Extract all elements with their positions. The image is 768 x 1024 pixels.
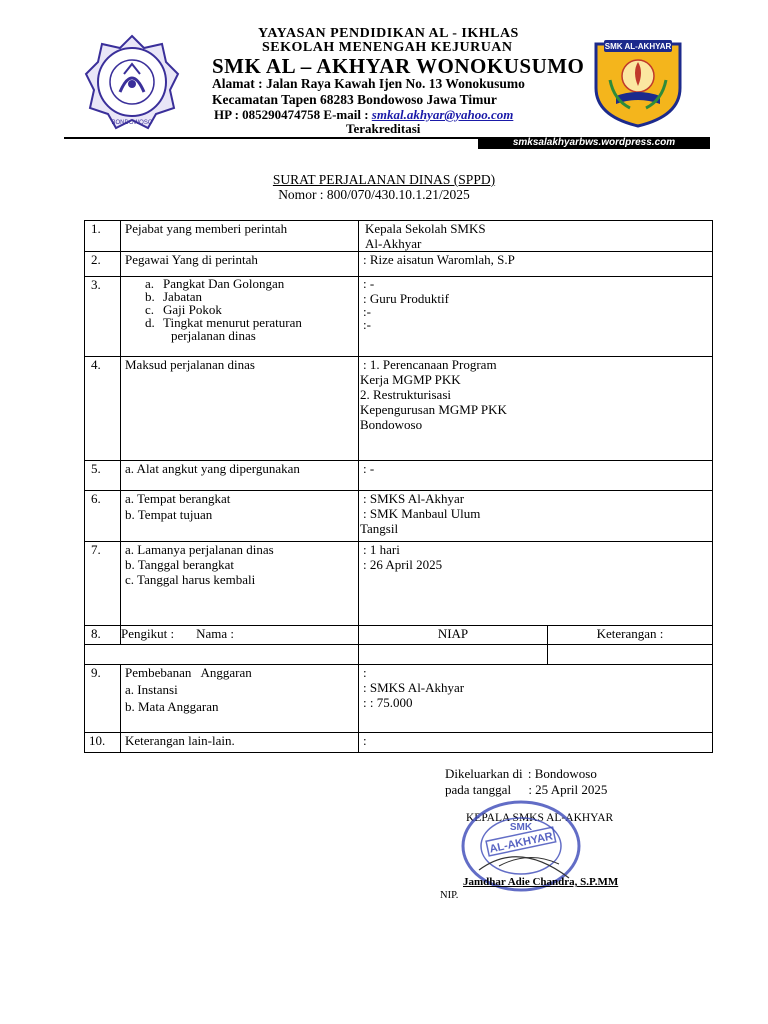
school-level: SEKOLAH MENENGAH KEJURUAN: [262, 40, 513, 55]
school-name: SMK AL – AKHYAR WONOKUSUMO: [212, 54, 585, 78]
empty-cell: [359, 645, 548, 665]
row-number: 7.: [85, 542, 121, 626]
signer-name: Jamdhar Adie Chandra, S.P.MM: [463, 876, 619, 888]
row-label: Pembebanan Anggaran a. Instansi b. Mata Anggaran: [121, 665, 359, 733]
list-item: perjalanan dinas: [171, 328, 256, 343]
row-value: : 1 hari : 26 April 2025: [359, 542, 713, 626]
row-number: 4.: [85, 357, 121, 461]
sppd-table: [84, 220, 713, 753]
niap-header: NIAP: [359, 626, 548, 645]
row-value: : : SMKS Al-Akhyar : : 75.000: [359, 665, 713, 733]
row-value: Kepala Sekolah SMKS Al-Akhyar: [359, 221, 713, 252]
svg-text:SMK: SMK: [509, 822, 533, 833]
row-label: a. Lamanya perjalanan dinas b. Tanggal berangkat c. Tanggal harus kembali: [121, 542, 359, 626]
table-row: [85, 357, 713, 461]
table-row: [85, 626, 713, 645]
table-row: [85, 461, 713, 491]
table-row: [85, 221, 713, 252]
sub-list: [145, 277, 354, 342]
table-row: [85, 252, 713, 277]
row-number: 8.: [85, 626, 121, 645]
row-value: : SMKS Al-Akhyar : SMK Manbaul Ulum Tangsil: [359, 491, 713, 542]
row-number: 2.: [85, 252, 121, 277]
row-label: a. Tempat berangkat b. Tempat tujuan: [121, 491, 359, 542]
issued-place: Dikeluarkan di : Bondowoso: [445, 766, 597, 781]
accreditation-text: Terakreditasi: [346, 121, 421, 136]
empty-cell: [85, 645, 359, 665]
table-row: [85, 733, 713, 753]
address-line-2: Kecamatan Tapen 68283 Bondowoso Jawa Timur: [212, 92, 497, 107]
empty-cell: [548, 645, 713, 665]
table-row: [85, 665, 713, 733]
row-number: 6.: [85, 491, 121, 542]
keterangan-header: Keterangan :: [548, 626, 713, 645]
row-label: Pejabat yang memberi perintah: [121, 221, 359, 252]
list-item: a. Pangkat Dan Golongan: [145, 276, 285, 291]
row-label: Maksud perjalanan dinas: [121, 357, 359, 461]
document-number: Nomor : 800/070/430.10.1.21/2025: [278, 187, 470, 202]
row-number: 1.: [85, 221, 121, 252]
school-logo: [590, 36, 686, 128]
svg-text:AL-AKHYAR: AL-AKHYAR: [488, 830, 554, 856]
row-number: 9.: [85, 665, 121, 733]
row-label: Pengikut : Nama :: [121, 626, 359, 645]
signer-nip: NIP.: [440, 890, 459, 901]
row-number: 10.: [85, 733, 121, 753]
row-label: Keterangan lain-lain.: [121, 733, 359, 753]
list-item: c. Gaji Pokok: [145, 302, 222, 317]
row-value: : 1. Perencanaan Program Kerja MGMP PKK 2. Restrukturisasi Kepengurusan MGMP PKK Bondowoso: [359, 357, 713, 461]
row-label: a. Alat angkut yang dipergunakan: [121, 461, 359, 491]
table-row: [85, 542, 713, 626]
foundation-name: YAYASAN PENDIDIKAN AL - IKHLAS: [258, 26, 519, 41]
row-value: :: [359, 733, 713, 753]
document-title: SURAT PERJALANAN DINAS (SPPD): [272, 172, 496, 187]
website-link[interactable]: smksalakhyarbws.wordpress.com: [478, 137, 710, 149]
row-value: : -: [359, 461, 713, 491]
list-item: b. Jabatan: [145, 289, 202, 304]
row-value: : - : Guru Produktif :- :-: [359, 277, 713, 357]
email-link[interactable]: smkal.akhyar@yahoo.com: [371, 107, 514, 122]
svg-text:BONDOWOSO: BONDOWOSO: [111, 120, 153, 126]
row-value: : Rize aisatun Waromlah, S.P: [359, 252, 713, 277]
issued-date: pada tanggal : 25 April 2025: [445, 782, 608, 797]
row-number: 3.: [85, 277, 121, 357]
svg-text:SMK AL-AKHYAR: SMK AL-AKHYAR: [604, 42, 672, 51]
table-row: [85, 645, 713, 665]
row-label: [121, 277, 359, 357]
row-number: 5.: [85, 461, 121, 491]
table-row: [85, 491, 713, 542]
list-item: d. Tingkat menurut peraturan: [145, 315, 302, 330]
phone-text: HP : 085290474758 E-mail :: [214, 107, 372, 122]
signer-position: KEPALA SMKS AL-AKHYAR: [466, 812, 614, 824]
address-line-1: Alamat : Jalan Raya Kawah Ijen No. 13 Wonokusumo: [212, 76, 525, 91]
foundation-logo: [84, 34, 180, 130]
table-row: [85, 277, 713, 357]
row-label: Pegawai Yang di perintah: [121, 252, 359, 277]
